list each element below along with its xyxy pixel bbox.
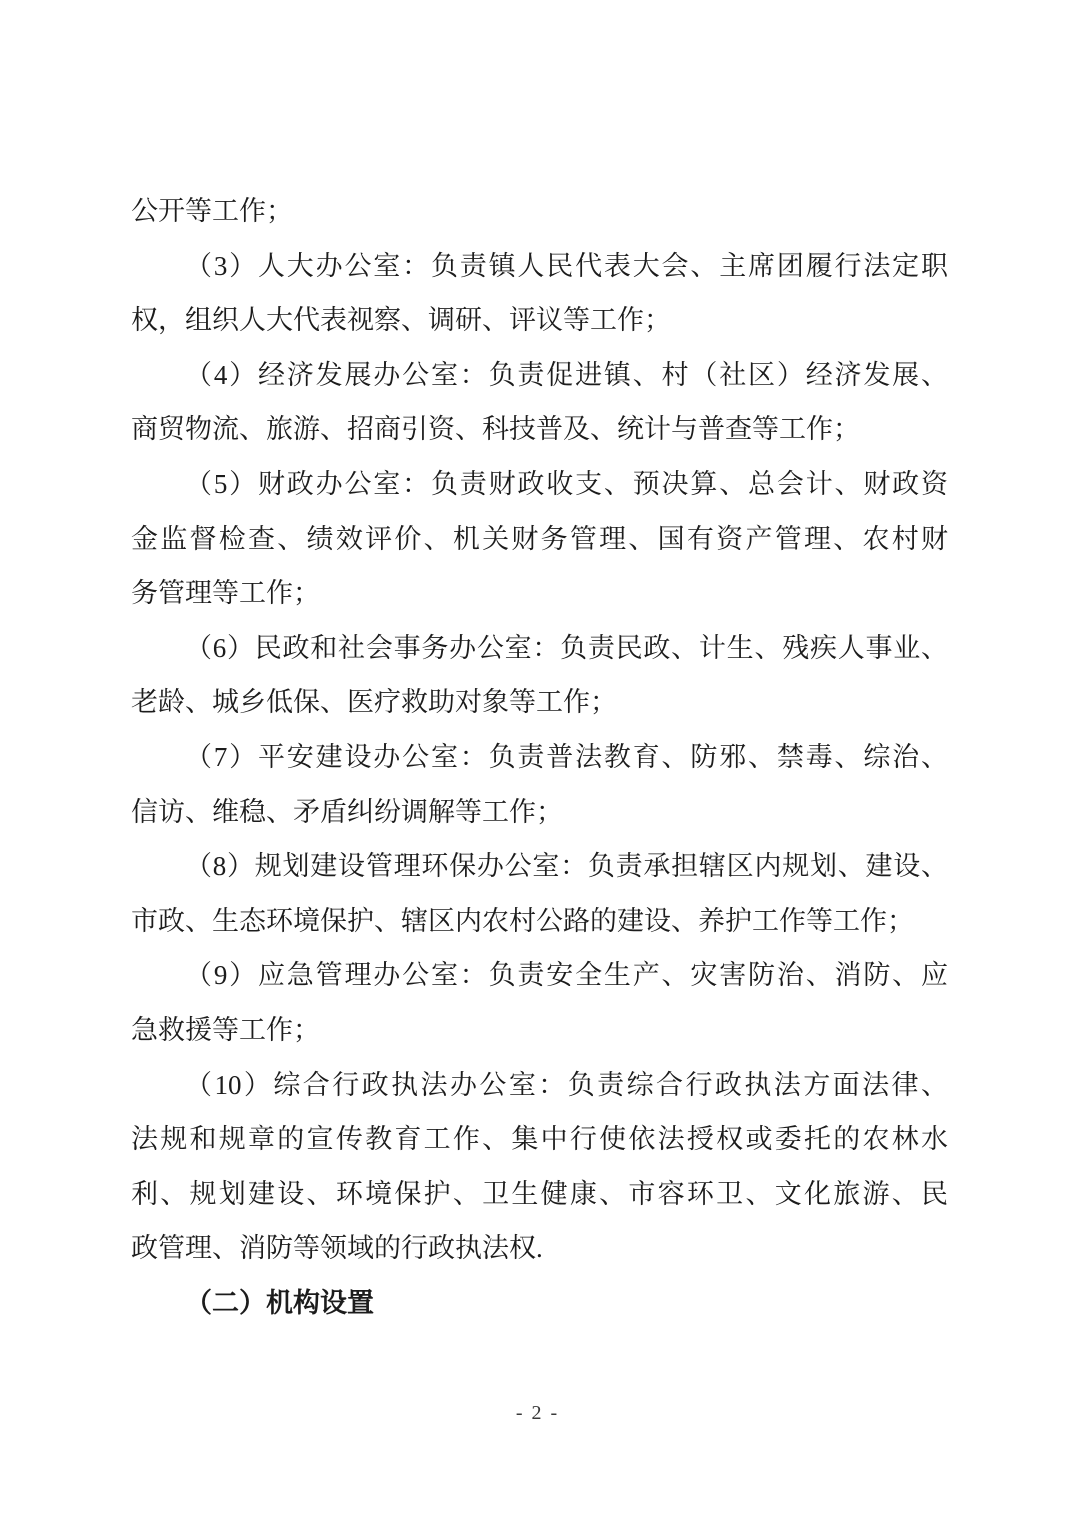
text-line: （7）平安建设办公室：负责普法教育、防邪、禁毒、综治、 — [185, 741, 948, 772]
text-line: 公开等工作； — [131, 196, 293, 226]
text-line: （4）经济发展办公室：负责促进镇、村（社区）经济发展、 — [185, 359, 948, 390]
text-line: （9）应急管理办公室：负责安全生产、灾害防治、消防、应 — [185, 960, 948, 991]
text-line: （5）财政办公室：负责财政收支、预决算、总会计、财政资 — [185, 468, 948, 499]
text-line: 权，组织人大代表视察、调研、评议等工作； — [131, 305, 671, 336]
text-line: 利、规划建设、环境保护、卫生健康、市容环卫、文化旅游、民 — [131, 1178, 948, 1209]
text-line: （二）机构设置 — [185, 1287, 374, 1318]
text-line: 法规和规章的宣传教育工作、集中行使依法授权或委托的农林水 — [131, 1124, 948, 1155]
text-line: 老龄、城乡低保、医疗救助对象等工作； — [131, 687, 617, 718]
text-line: 市政、生态环境保护、辖区内农村公路的建设、养护工作等工作； — [131, 905, 914, 936]
text-line: （3）人大办公室：负责镇人民代表大会、主席团履行法定职 — [185, 250, 948, 281]
text-line: 商贸物流、旅游、招商引资、科技普及、统计与普查等工作； — [131, 414, 860, 445]
document-body — [131, 184, 948, 1330]
text-line: （10）综合行政执法办公室：负责综合行政执法方面法律、 — [185, 1069, 948, 1100]
text-line: 政管理、消防等领域的行政执法权. — [131, 1233, 543, 1264]
page-number: - 2 - — [515, 1402, 560, 1424]
text-line: 金监督检查、绩效评价、机关财务管理、国有资产管理、农村财 — [131, 523, 948, 554]
text-line: 务管理等工作； — [131, 578, 320, 609]
text-line: 急救援等工作； — [131, 1014, 320, 1045]
text-line: （6）民政和社会事务办公室：负责民政、计生、残疾人事业、 — [185, 632, 948, 663]
text-line: 信访、维稳、矛盾纠纷调解等工作； — [131, 796, 563, 827]
text-line: （8）规划建设管理环保办公室：负责承担辖区内规划、建设、 — [185, 851, 948, 882]
